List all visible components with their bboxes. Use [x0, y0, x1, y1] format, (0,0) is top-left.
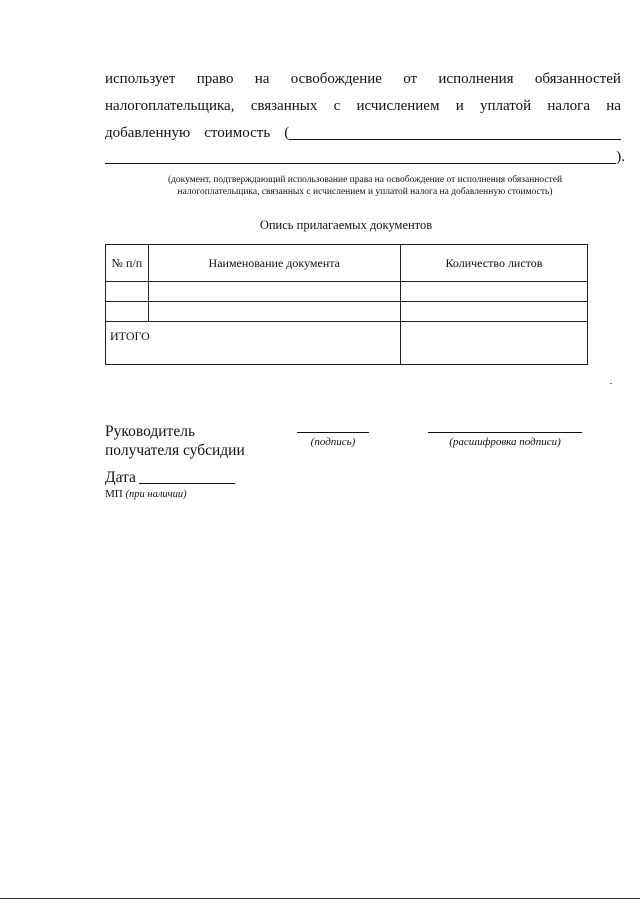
word: налога [547, 98, 590, 114]
signature-decoding-caption: (расшифровка подписи) [449, 436, 561, 448]
document-caption: (документ, подтверждающий использование права на освобождение от исполнения обязанностей налогоплательщика, связанных с исчислением и уплатой налога на добавленную стоимость) [167, 175, 563, 197]
inventory-table [105, 244, 588, 365]
table-cell[interactable] [400, 282, 587, 302]
body-line-2 [105, 97, 621, 115]
word: право [196, 71, 234, 87]
table-total-row [106, 322, 588, 365]
word: на [606, 98, 621, 114]
word: уплатой [479, 98, 532, 114]
table-cell[interactable] [106, 282, 149, 302]
word: от [403, 71, 418, 87]
inventory-title: Опись прилагаемых документов [259, 218, 433, 232]
open-paren: ( [284, 125, 290, 141]
total-value-cell[interactable] [400, 322, 587, 365]
body-line-1 [105, 70, 621, 88]
stamp-note: (при наличии) [125, 489, 187, 500]
word: использует [105, 71, 176, 87]
word: исполнения [438, 71, 514, 87]
page-bottom-edge [0, 898, 640, 899]
date-label: Дата [105, 469, 136, 486]
word: и [455, 98, 464, 114]
head-label-line-2: получателя субсидии [105, 442, 245, 459]
head-label-line-1: Руководитель [105, 423, 196, 440]
column-header-number: № п/п [106, 245, 149, 282]
table-cell[interactable] [400, 302, 587, 322]
table-cell[interactable] [148, 282, 400, 302]
word: на [254, 71, 270, 87]
signature-caption: (подпись) [310, 436, 356, 448]
table-row [106, 282, 588, 302]
date-row [105, 468, 235, 487]
table-row [106, 302, 588, 322]
word: добавленную [105, 125, 191, 141]
word: освобождение [290, 71, 382, 87]
body-line-4 [105, 148, 625, 166]
date-blank-line[interactable] [139, 468, 235, 484]
close-paren: ). [616, 149, 625, 165]
column-header-sheet-count: Количество листов [400, 245, 587, 282]
signature-line[interactable] [297, 432, 369, 433]
word: обязанностей [534, 71, 621, 87]
word: связанных [250, 98, 318, 114]
word: стоимость [204, 125, 271, 141]
table-header-row [106, 245, 588, 282]
column-header-document-name: Наименование документа [148, 245, 400, 282]
body-line-3 [105, 124, 621, 142]
table-cell[interactable] [148, 302, 400, 322]
head-of-recipient-label [105, 422, 245, 460]
total-label: ИТОГО [106, 322, 401, 365]
word: с [333, 98, 341, 114]
document-blank-line-2[interactable] [105, 148, 616, 164]
table-cell[interactable] [106, 302, 149, 322]
stamp-label: МП [105, 488, 123, 500]
document-blank-line-1[interactable] [289, 124, 621, 140]
stamp-place [105, 488, 187, 500]
word: налогоплательщика, [105, 98, 235, 114]
word: исчислением [356, 98, 440, 114]
signature-decoding-line[interactable] [428, 432, 582, 433]
scan-speck [610, 383, 612, 384]
